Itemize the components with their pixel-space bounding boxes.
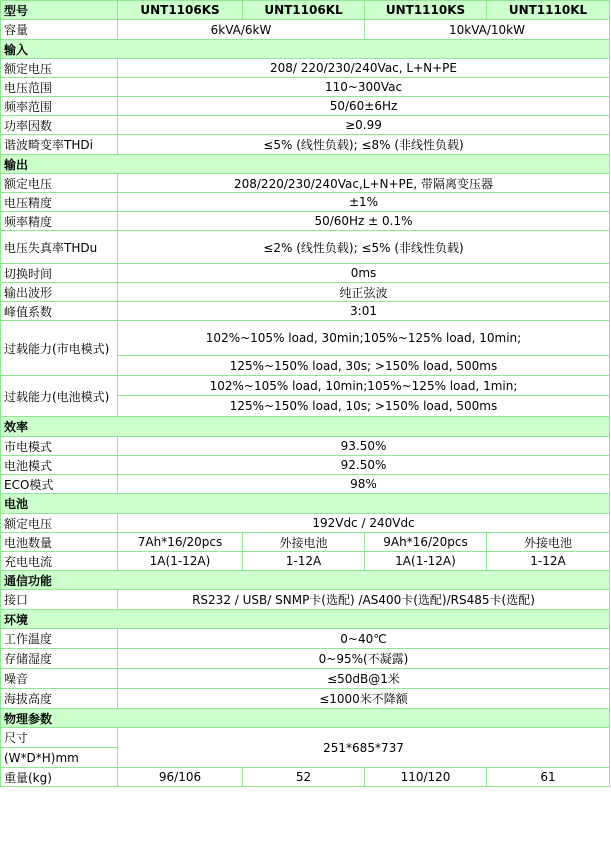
row-label: 海拔高度 (1, 689, 118, 709)
row-value: 125%~150% load, 10s; >150% load, 500ms (118, 396, 610, 417)
table-row (1, 629, 610, 649)
row-label: 功率因数 (1, 116, 118, 135)
table-row (1, 533, 610, 552)
table-row (1, 231, 610, 264)
table-row (1, 302, 610, 321)
row-label: 工作温度 (1, 629, 118, 649)
table-row (1, 768, 610, 787)
row-label: 额定电压 (1, 59, 118, 78)
row-value: 0~95%(不凝露) (118, 649, 610, 669)
row-label: 频率范围 (1, 97, 118, 116)
table-row (1, 78, 610, 97)
row-value: 52 (243, 768, 365, 787)
table-row (1, 264, 610, 283)
row-value: 96/106 (118, 768, 243, 787)
section-efficiency (1, 417, 610, 437)
section-title: 输入 (1, 40, 610, 59)
section-title: 通信功能 (1, 571, 610, 590)
row-value: 208/ 220/230/240Vac, L+N+PE (118, 59, 610, 78)
table-row (1, 283, 610, 302)
row-value: 3:01 (118, 302, 610, 321)
row-value: 1A(1-12A) (118, 552, 243, 571)
row-value: ±1% (118, 193, 610, 212)
row-value: 92.50% (118, 456, 610, 475)
table-row (1, 456, 610, 475)
section-input (1, 40, 610, 59)
row-label: 峰值系数 (1, 302, 118, 321)
row-value: 0~40℃ (118, 629, 610, 649)
row-label: 接口 (1, 590, 118, 610)
row-value: ≤50dB@1米 (118, 669, 610, 689)
row-value: ≥0.99 (118, 116, 610, 135)
table-row (1, 59, 610, 78)
table-row (1, 97, 610, 116)
row-value: 192Vdc / 240Vdc (118, 514, 610, 533)
table-row (1, 193, 610, 212)
row-label: 电压精度 (1, 193, 118, 212)
row-label: 输出波形 (1, 283, 118, 302)
header-row (1, 1, 610, 20)
section-title: 输出 (1, 155, 610, 174)
section-env (1, 610, 610, 629)
row-value: ≤5% (线性负载); ≤8% (非线性负载) (118, 135, 610, 155)
row-value: 1-12A (487, 552, 610, 571)
row-value: 125%~150% load, 30s; >150% load, 500ms (118, 356, 610, 376)
row-value: 208/220/230/240Vac,L+N+PE, 带隔离变压器 (118, 174, 610, 193)
row-value: 纯正弦波 (118, 283, 610, 302)
row-value: 98% (118, 475, 610, 494)
row-value: 外接电池 (487, 533, 610, 552)
row-value: 102%~105% load, 10min;105%~125% load, 1min; (118, 376, 610, 396)
table-row (1, 321, 610, 356)
row-label: 噪音 (1, 669, 118, 689)
row-label: 重量(kg) (1, 768, 118, 787)
row-value: 0ms (118, 264, 610, 283)
section-output (1, 155, 610, 174)
row-value: 110~300Vac (118, 78, 610, 97)
row-value: ≤1000米不降额 (118, 689, 610, 709)
section-title: 效率 (1, 417, 610, 437)
table-row (1, 135, 610, 155)
row-value: 外接电池 (243, 533, 365, 552)
section-physical (1, 709, 610, 728)
row-value: 102%~105% load, 30min;105%~125% load, 10min; (118, 321, 610, 356)
row-label: 切换时间 (1, 264, 118, 283)
table-row (1, 689, 610, 709)
table-row (1, 669, 610, 689)
row-label: 充电电流 (1, 552, 118, 571)
section-title: 电池 (1, 494, 610, 514)
row-value: 7Ah*16/20pcs (118, 533, 243, 552)
table-row (1, 590, 610, 610)
row-value: ≤2% (线性负载); ≤5% (非线性负载) (118, 231, 610, 264)
row-value: 93.50% (118, 437, 610, 456)
model-label: 型号 (1, 1, 118, 20)
table-row (1, 552, 610, 571)
row-value: 9Ah*16/20pcs (365, 533, 487, 552)
model-name: UNT1110KL (487, 1, 610, 20)
table-row (1, 116, 610, 135)
table-row (1, 174, 610, 193)
row-value: RS232 / USB/ SNMP卡(选配) /AS400卡(选配)/RS485卡(选配) (118, 590, 610, 610)
capacity-row (1, 20, 610, 40)
row-value: 1A(1-12A) (365, 552, 487, 571)
row-value: 1-12A (243, 552, 365, 571)
row-label: 频率精度 (1, 212, 118, 231)
row-label: 市电模式 (1, 437, 118, 456)
row-label: ECO模式 (1, 475, 118, 494)
model-name: UNT1106KL (243, 1, 365, 20)
row-label: 额定电压 (1, 174, 118, 193)
table-row (1, 437, 610, 456)
section-title: 物理参数 (1, 709, 610, 728)
row-label: 过载能力(电池模式) (1, 376, 118, 417)
row-label: 容量 (1, 20, 118, 40)
row-label: 过载能力(市电模式) (1, 321, 118, 376)
table-row (1, 212, 610, 231)
model-name: UNT1110KS (365, 1, 487, 20)
row-value: 61 (487, 768, 610, 787)
row-value: 110/120 (365, 768, 487, 787)
table-row (1, 514, 610, 533)
row-value: 50/60Hz ± 0.1% (118, 212, 610, 231)
row-value: 50/60±6Hz (118, 97, 610, 116)
capacity-6k: 6kVA/6kW (118, 20, 365, 40)
table-row (1, 376, 610, 396)
row-label: 谐波畸变率THDi (1, 135, 118, 155)
capacity-10k: 10kVA/10kW (365, 20, 610, 40)
model-name: UNT1106KS (118, 1, 243, 20)
size-unit-label: (W*D*H)mm (1, 748, 118, 768)
row-label: 电压范围 (1, 78, 118, 97)
row-label: 电压失真率THDu (1, 231, 118, 264)
table-row (1, 475, 610, 494)
row-label: 存储湿度 (1, 649, 118, 669)
row-label: 额定电压 (1, 514, 118, 533)
row-label: 电池数量 (1, 533, 118, 552)
table-row (1, 649, 610, 669)
section-battery (1, 494, 610, 514)
section-title: 环境 (1, 610, 610, 629)
size-label: 尺寸 (1, 728, 118, 748)
size-value: 251*685*737 (118, 728, 610, 768)
section-comm (1, 571, 610, 590)
table-row (1, 728, 610, 748)
row-label: 电池模式 (1, 456, 118, 475)
